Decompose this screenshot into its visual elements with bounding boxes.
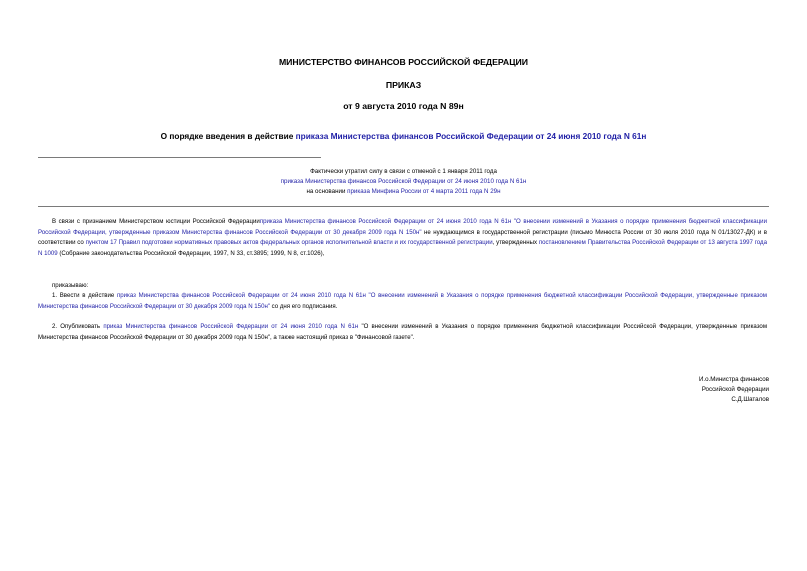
preamble-text-4: (Собрание законодательства Российской Федерации, 1997, N 33, ст.3895; 1999, N 8, ст.1026),: [57, 249, 325, 257]
signature-name: С.Д.Шаталов: [731, 395, 769, 403]
document-type: ПРИКАЗ: [385, 80, 422, 90]
status-link-order-61n[interactable]: приказа Министерства финансов Российской Федерации от 24 июня 2010 года N 61н: [280, 178, 527, 185]
item-1-link[interactable]: приказ Министерства финансов Российской Федерации от 24 июня 2010 года N 61н "О внесении изменений в Указания о порядке применения бюджетной классификации Российской Федерации, утвержденные приказом Министерства финансов Российской Федерации от 30 декабря 2009 года N 150н": [38, 292, 767, 310]
preamble-paragraph: [38, 217, 767, 259]
item-1-paragraph: [38, 291, 767, 312]
preamble-link-order-61n[interactable]: приказа Министерства финансов Российской Федерации от 24 июня 2010 года N 61н "О внесении изменений в Указания о порядке применения бюджетной классификации Российской Федерации, утвержденные приказом Министерства финансов Российской Федерации от 30 декабря 2009 года N 150н": [38, 218, 767, 236]
item-2-text-1: 2. Опубликовать: [52, 323, 104, 330]
item-1-text-1: 1. Ввести в действие: [52, 292, 117, 299]
preamble-link-resolution-1009[interactable]: постановлением Правительства Российской Федерации от 13 августа 1997 года N 1009: [38, 239, 767, 257]
signature-position: И.о.Министра финансов: [698, 376, 769, 383]
status-link-order-29n[interactable]: приказа Минфина России от 4 марта 2011 года N 29н: [347, 188, 501, 195]
title-link[interactable]: приказа Министерства финансов Российской Федерации от 24 июня 2010 года N 61н: [295, 131, 647, 141]
preamble-text-1: В связи с признанием Министерством юстиции Российской Федерации: [52, 218, 260, 225]
signature-block: [620, 375, 769, 404]
status-line-2: [0, 177, 807, 187]
title-prefix: О порядке введения в действие: [160, 131, 296, 141]
status-line-3: [0, 187, 807, 197]
ministry-heading: МИНИСТЕРСТВО ФИНАНСОВ РОССИЙСКОЙ ФЕДЕРАЦИИ: [278, 57, 529, 67]
item-2-link[interactable]: приказ Министерства финансов Российской Федерации от 24 июня 2010 года N 61н: [103, 323, 359, 330]
item-2-paragraph: [38, 322, 767, 343]
document-title: [0, 131, 807, 141]
preamble-text-3: , утвержденных: [492, 239, 539, 247]
status-line-3-prefix: на основании: [306, 188, 348, 195]
preamble-text-2: не нуждающимся в государственной регистрации (письмо Минюста России от 30 июля 2010 года N 01/13027-ДК) и в соответствии со: [38, 228, 767, 247]
order-word: приказываю:: [52, 282, 89, 289]
status-divider: [38, 206, 769, 207]
document-date: от 9 августа 2010 года N 89н: [343, 101, 464, 111]
preamble-link-rules-p17[interactable]: пунктом 17 Правил подготовки нормативных правовых актов федеральных органов исполнительной власти и их государственной регистрации: [85, 239, 493, 247]
status-line-1: Фактически утратил силу в связи с отменой с 1 января 2011 года: [310, 168, 497, 175]
signature-country: Российской Федерации: [701, 385, 769, 393]
top-divider: [38, 157, 321, 158]
item-2-text-2: "О внесении изменений в Указания о порядке применения бюджетной классификации Российской Федерации, утвержденные приказом Министерства финансов Российской Федерации от 30 декабря 2009 года N 150н", а также настоящий приказ в "Финансовой газете".: [38, 323, 768, 341]
item-1-text-2: со дня его подписания.: [269, 302, 338, 310]
